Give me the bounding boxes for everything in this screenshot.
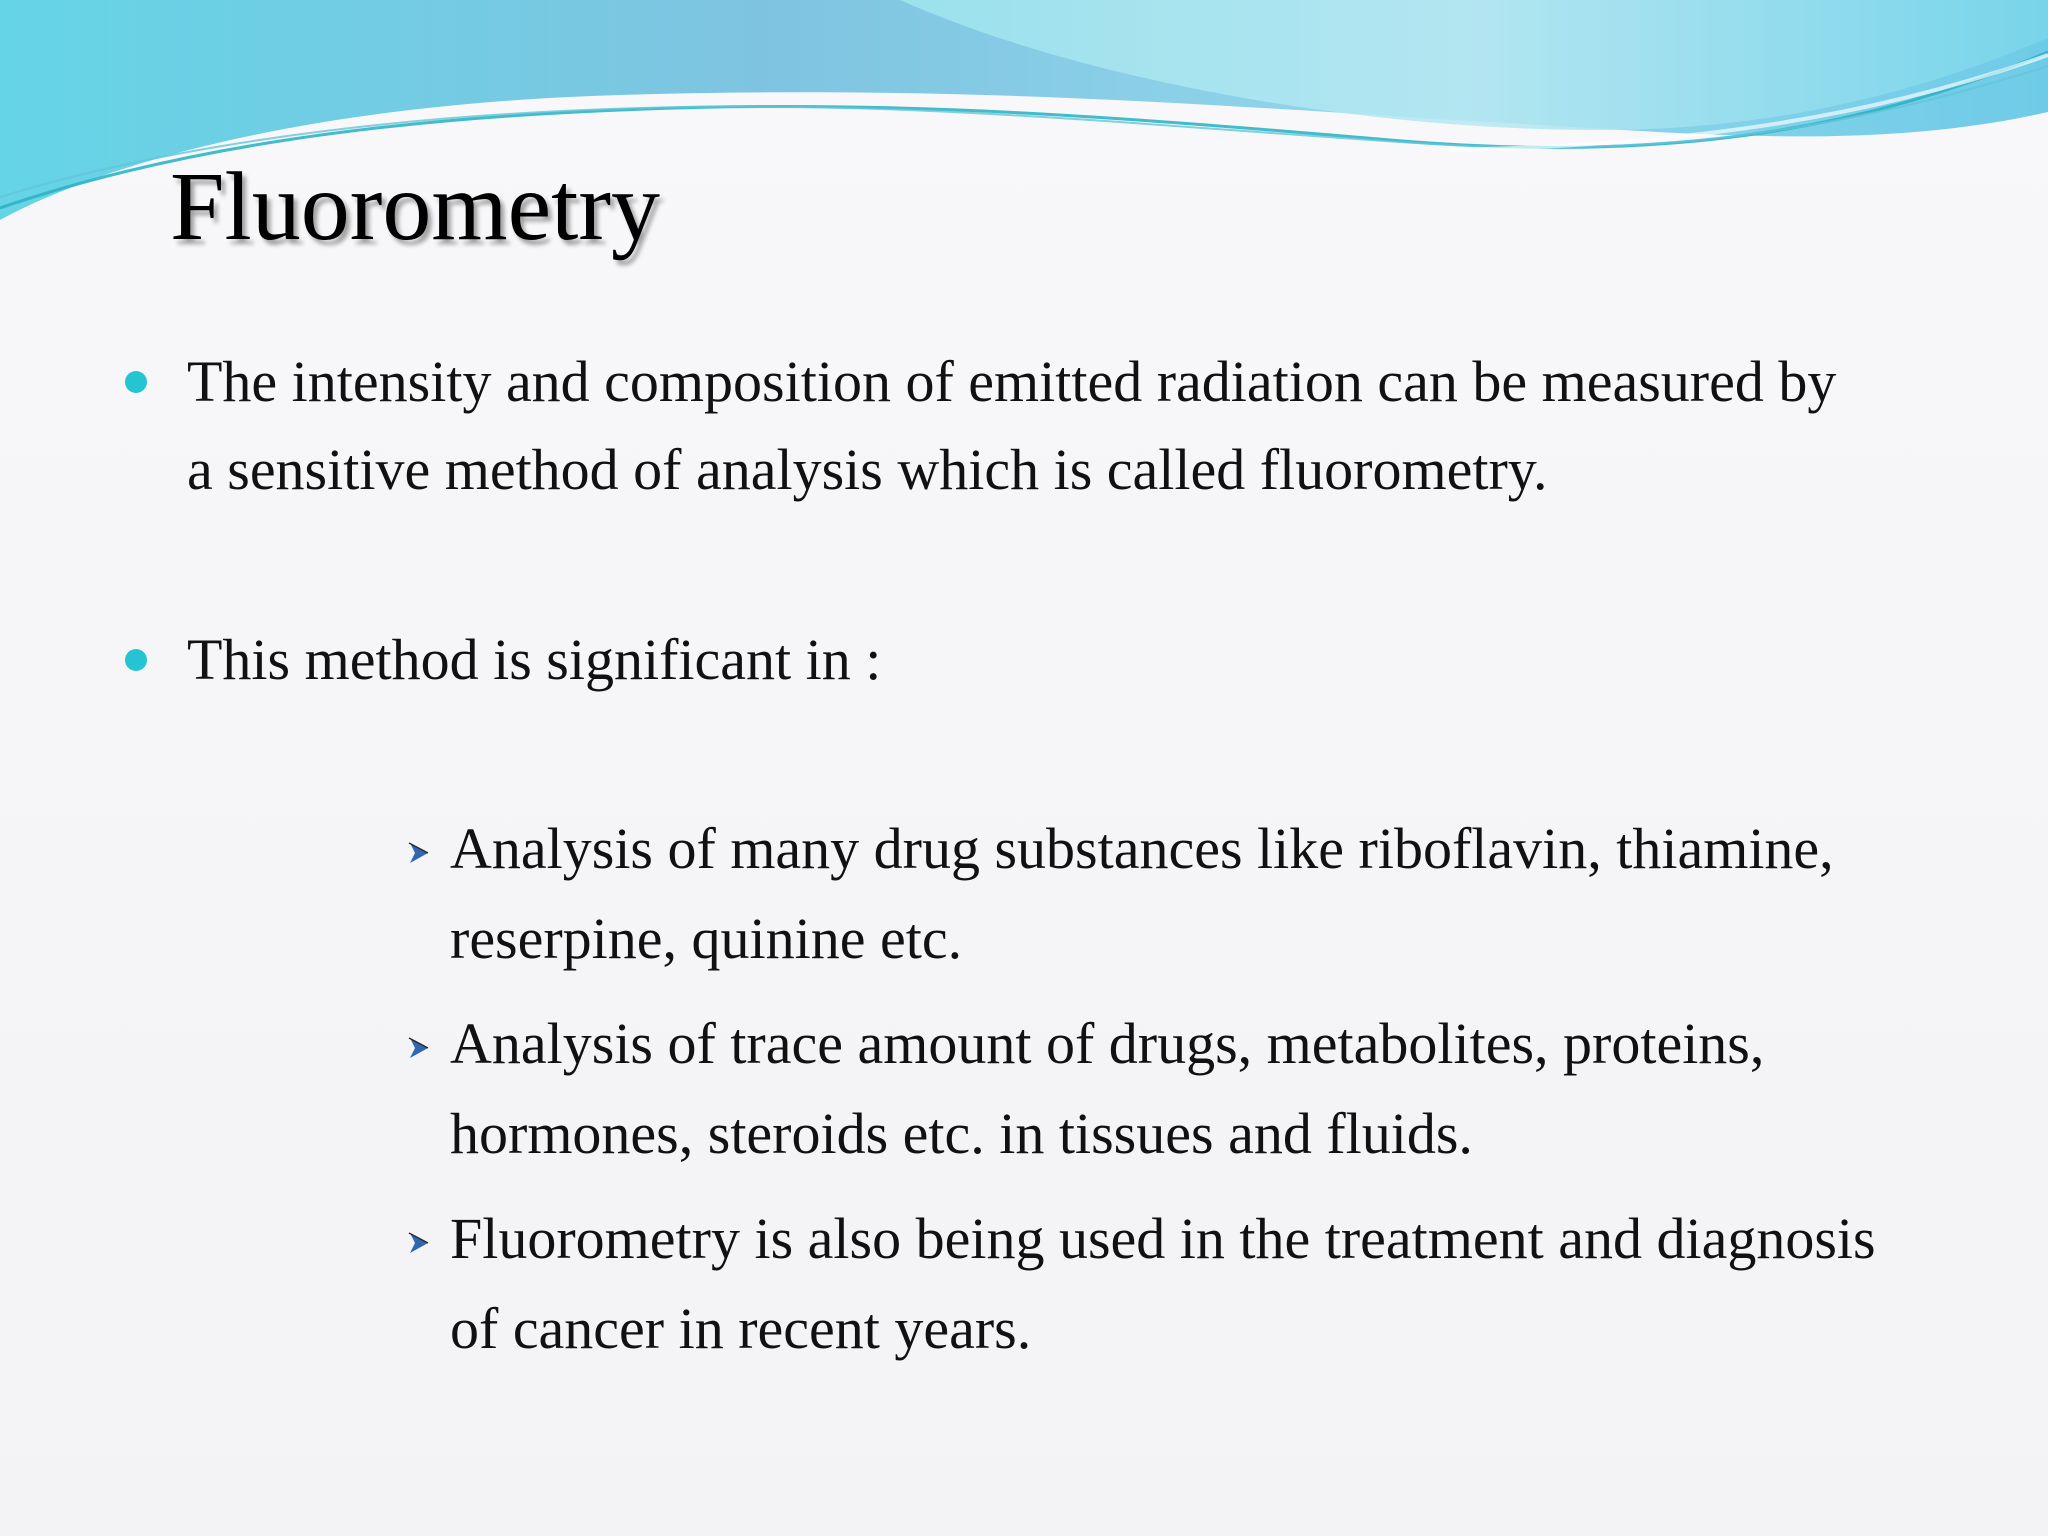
bullet-dot-icon [125, 371, 147, 393]
sub-bullet-line-2: of cancer in recent years. [450, 1296, 1032, 1361]
bullet-dot-icon [125, 649, 147, 671]
bullet-text [187, 338, 2027, 514]
sub-bullet-line-2: reserpine, quinine etc. [450, 906, 963, 971]
bullet-line-1: This method is significant in : [187, 627, 882, 692]
slide-title: Fluorometry [170, 153, 660, 261]
sub-bullet-text [450, 999, 2030, 1179]
arrowhead-bullet-icon [405, 1229, 435, 1257]
sub-bullet-text [450, 1194, 2030, 1374]
sub-bullet-line-1: Analysis of many drug substances like riboflavin, thiamine, [450, 816, 1834, 881]
sub-bullet-line-1: Fluorometry is also being used in the treatment and diagnosis [450, 1206, 1876, 1271]
sub-bullet-line-1: Analysis of trace amount of drugs, metabolites, proteins, [450, 1011, 1765, 1076]
bullet-line-2: a sensitive method of analysis which is called fluorometry. [187, 437, 1548, 502]
bullet-line-1: The intensity and composition of emitted radiation can be measured by [187, 349, 1837, 414]
sub-bullet-text [450, 804, 2030, 984]
arrowhead-bullet-icon [405, 839, 435, 867]
sub-bullet-line-2: hormones, steroids etc. in tissues and fluids. [450, 1101, 1473, 1166]
arrowhead-bullet-icon [405, 1034, 435, 1062]
bullet-text [187, 616, 2027, 704]
